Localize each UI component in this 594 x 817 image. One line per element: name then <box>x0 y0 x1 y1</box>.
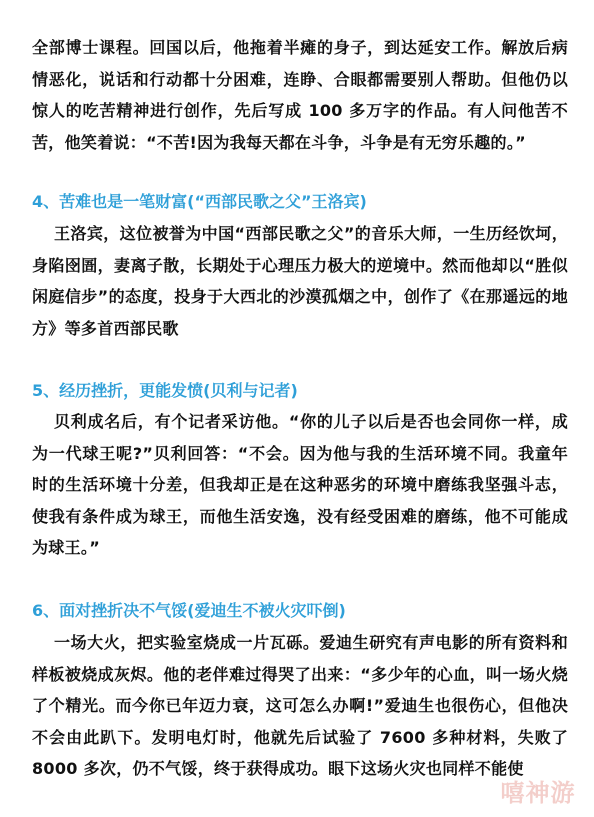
section-body-5: 贝利成名后，有个记者采访他。“你的儿子以后是否也会同你一样，成为一代球王呢?”贝利回答：“不会。因为他与我的生活环境不同。我童年时的生活环境十分差，但我却正是在这种恶劣的环境中磨练我坚强斗志，使我有条件成为球王，而他生活安逸，没有经受困难的磨练，他不可能成为球王。” <box>32 412 568 558</box>
section-body-4: 王洛宾，这位被誉为中国“西部民歌之父”的音乐大师，一生历经饮坷，身陷囹圄，妻离子散，长期处于心理压力极大的逆境中。然而他却以“胜似闲庭信步”的态度，投身于大西北的沙漠孤烟之中，创作了《在那遥远的地方》等多首西部民歌 <box>32 224 568 338</box>
section-body-6: 一场大火，把实验室烧成一片瓦砾。爱迪生研究有声电影的所有资料和样板被烧成灰烬。他的老伴难过得哭了出来：“多少年的心血，叫一场火烧了个精光。而今你已年迈力衰，这可怎么办啊!”爱迪生也很伤心，但他决不会由此趴下。发明电灯时，他就先后试验了 7600 多种材料，失败了 8000 多次，仍不气馁，终于获得成功。眼下这场火灾也同样不能使 <box>32 633 568 779</box>
section-heading-5: 5、经历挫折，更能发愤(贝利与记者) <box>32 381 298 400</box>
watermark-logo: 嘻神游 <box>500 778 576 807</box>
section-heading-6: 6、面对挫折决不气馁(爱迪生不被火灾吓倒) <box>32 601 346 620</box>
paragraph-intro: 全部博士课程。回国以后，他拖着半瘫的身子，到达延安工作。解放后病情恶化，说话和行动都十分困难，连睁、合眼都需要别人帮助。但他仍以惊人的吃苦精神进行创作，先后写成 100 多万字的作品。有人问他苦不苦，他笑着说：“不苦!因为我每天都在斗争，斗争是有无穷乐趣的。” <box>32 38 568 152</box>
section-heading-4: 4、苦难也是一笔财富(“西部民歌之父”王洛宾) <box>32 192 367 211</box>
